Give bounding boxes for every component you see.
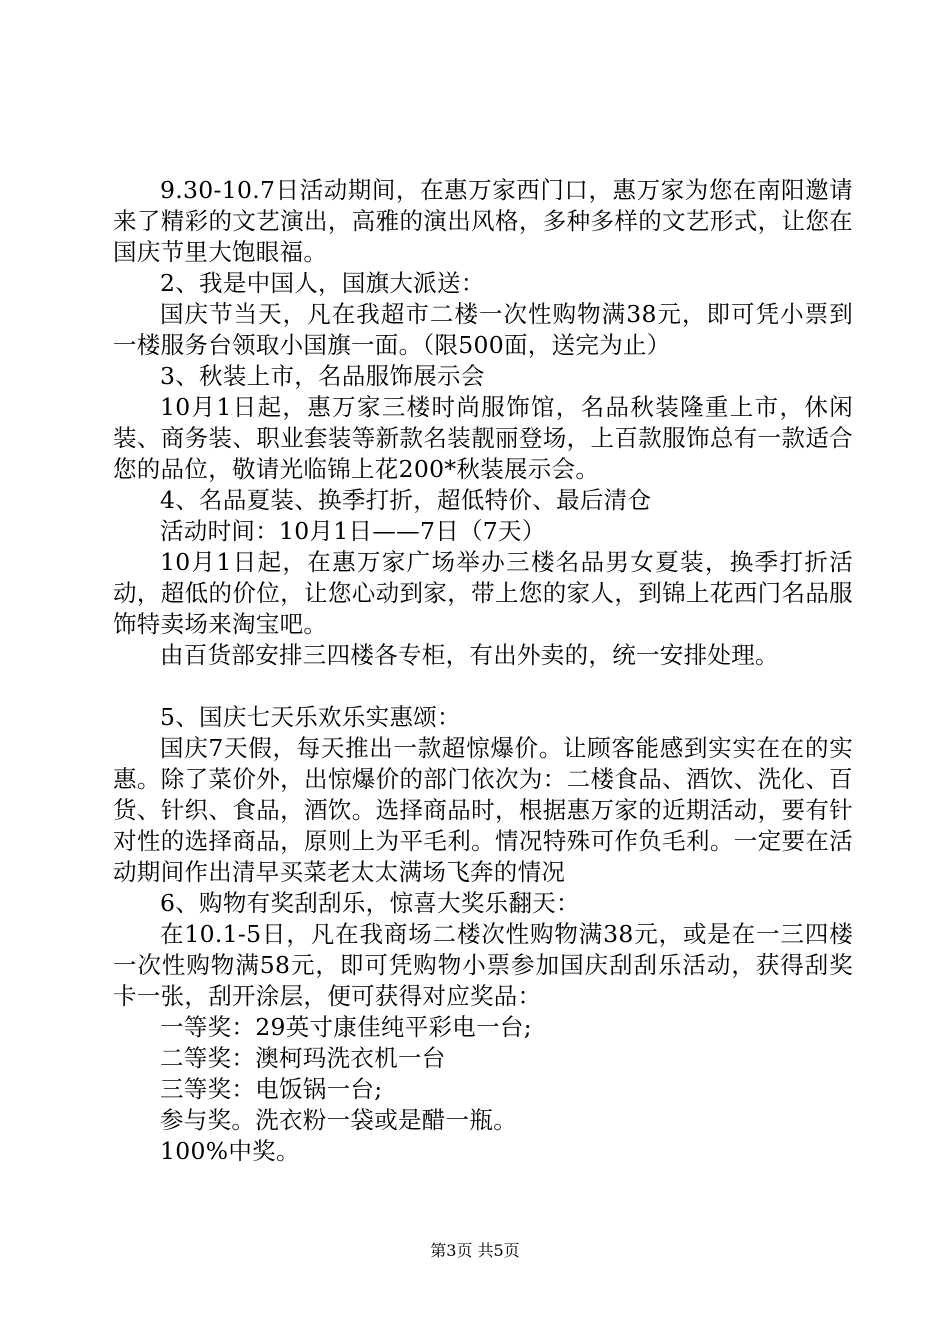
paragraph-autumn-fashion: 10月1日起，惠万家三楼时尚服饰馆，名品秋装隆重上市，休闲装、商务装、职业套装等新款名装靓丽登场，上百款服饰总有一款适合您的品位，敬请光临锦上花200*秋装展示会。 xyxy=(113,393,853,483)
heading-flag-giveaway: 2、我是中国人，国旗大派送： xyxy=(160,269,485,297)
paragraph-performance: 9.30-10.7日活动期间，在惠万家西门口，惠万家为您在南阳邀请来了精彩的文艺演出，高雅的演出风格，多种多样的文艺形式，让您在国庆节里大饱眼福。 xyxy=(113,176,853,266)
paragraph-scratch-card: 在10.1-5日，凡在我商场二楼次性购物满38元，或是在一三四楼一次性购物满58元，即可凭购物小票参加国庆刮刮乐活动，获得刮奖卡一张，刮开涂层，便可获得对应奖品： xyxy=(113,920,853,1010)
paragraph-department-arrangement: 由百货部安排三四楼各专柜，有出外卖的，统一安排处理。 xyxy=(160,641,779,669)
heading-autumn-fashion: 3、秋装上市，名品服饰展示会 xyxy=(160,362,485,390)
paragraph-seven-day-deals: 国庆7天假，每天推出一款超惊爆价。让顾客能感到实实在在的实惠。除了菜价外，出惊爆价的部门依次为：二楼食品、酒饮、洗化、百货、针织、食品，酒饮。选择商品时，根据惠万家的近期活动，要有针对性的选择商品，原则上为平毛利。情况特殊可作负毛利。一定要在活动期间作出清早买菜老太太满场飞奔的情况 xyxy=(113,734,853,886)
prize-guarantee: 100%中奖。 xyxy=(160,1137,300,1165)
prize-first: 一等奖：29英寸康佳纯平彩电一台; xyxy=(160,1013,532,1041)
page-footer: 第3页 共5页 xyxy=(430,1241,520,1260)
heading-scratch-card: 6、购物有奖刮刮乐，惊喜大奖乐翻天： xyxy=(160,889,580,917)
paragraph-activity-time: 活动时间：10月1日——7日（7天） xyxy=(160,517,546,545)
paragraph-flag-giveaway: 国庆节当天，凡在我超市二楼一次性购物满38元，即可凭小票到一楼服务台领取小国旗一面。（限500面，送完为止） xyxy=(113,300,853,359)
document-body xyxy=(113,175,853,1167)
heading-seven-day-deals: 5、国庆七天乐欢乐实惠颂： xyxy=(160,703,461,731)
prize-participation: 参与奖。洗衣粉一袋或是醋一瓶。 xyxy=(160,1106,517,1134)
prize-second: 二等奖：澳柯玛洗衣机一台 xyxy=(160,1044,446,1072)
paragraph-summer-clearance: 10月1日起，在惠万家广场举办三楼名品男女夏装，换季打折活动，超低的价位，让您心动到家，带上您的家人，到锦上花西门名品服饰特卖场来淘宝吧。 xyxy=(113,548,853,638)
prize-third: 三等奖：电饭锅一台; xyxy=(160,1075,383,1103)
heading-summer-clearance: 4、名品夏装、换季打折，超低特价、最后清仓 xyxy=(160,486,652,514)
